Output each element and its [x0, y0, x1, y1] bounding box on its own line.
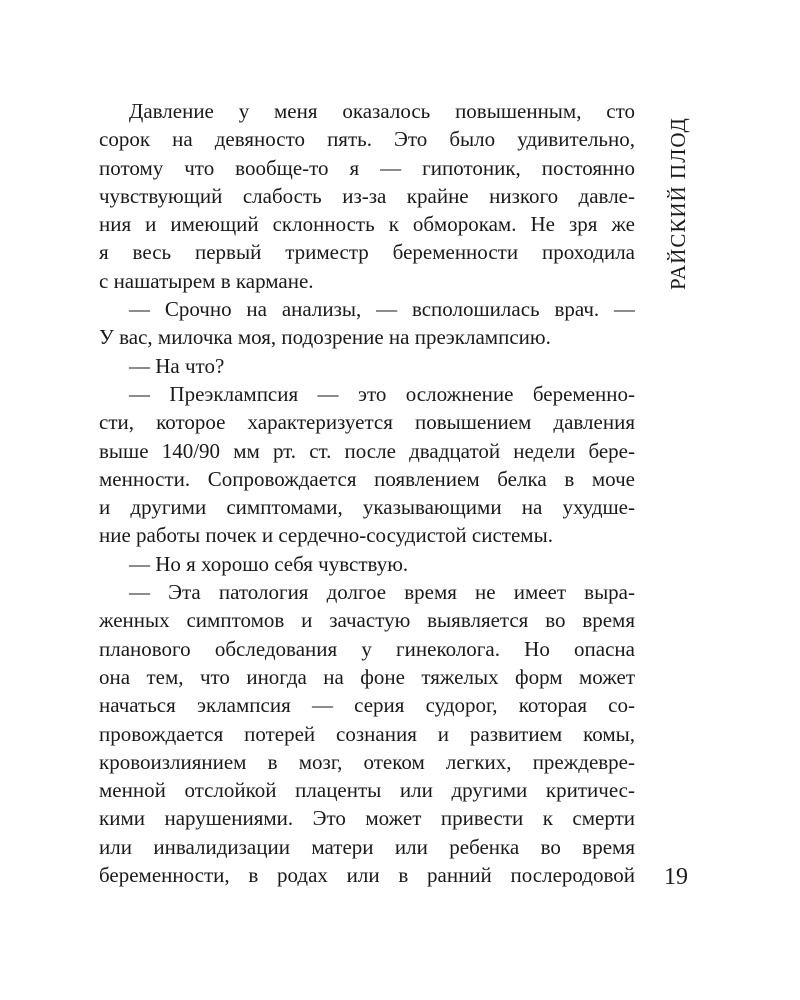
text-line: потому что вообще-то я — гипотоник, постоянно: [99, 155, 635, 180]
running-head: РАЙСКИЙ ПЛОД: [666, 117, 690, 290]
text-line: начаться эклампсия — серия судорог, которая со-: [99, 693, 635, 718]
text-line: Давление у меня оказалось повышенным, сто: [129, 99, 635, 123]
text-line: беременности, в родах или в ранний послеродовой: [99, 863, 635, 888]
text-line: кими нарушениями. Это может привести к смерти: [99, 806, 635, 831]
text-line: выше 140/90 мм рт. ст. после двадцатой недели бере-: [99, 438, 635, 463]
text-line: — Преэклампсия — это осложнение беременно-: [129, 381, 635, 406]
text-line: планового обследования у гинеколога. Но опасна: [99, 636, 635, 661]
text-line: — На что?: [129, 353, 225, 378]
text-line: и другими симптомами, указывающими на ухудше-: [99, 495, 635, 520]
text-line: менной отслойкой плаценты или другими критичес-: [99, 778, 635, 803]
text-line: сти, которое характеризуется повышением давления: [99, 410, 635, 435]
page-number: 19: [664, 864, 688, 890]
text-line: — Но я хорошо себя чувствую.: [129, 551, 409, 576]
text-line: — Срочно на анализы, — всполошилась врач. —: [129, 297, 635, 322]
body-text: [99, 97, 635, 889]
text-line: она тем, что иногда на фоне тяжелых форм может: [99, 664, 635, 689]
text-line: я весь первый триместр беременности проходила: [99, 240, 635, 265]
text-line: или инвалидизации матери или ребенка во время: [99, 834, 635, 859]
text-line: менности. Сопровождается появлением белка в моче: [99, 466, 635, 491]
text-line: ние работы почек и сердечно-сосудистой системы.: [99, 523, 553, 548]
text-line: женных симптомов и зачастую выявляется во время: [99, 608, 635, 633]
text-line: провождается потерей сознания и развитием комы,: [99, 721, 635, 746]
text-line: У вас, милочка моя, подозрение на преэклампсию.: [99, 325, 551, 350]
text-line: — Эта патология долгое время не имеет выра-: [129, 580, 635, 605]
text-line: ния и имеющий склонность к обморокам. Не зря же: [99, 212, 635, 237]
text-line: чувствующий слабость из-за крайне низкого давле-: [99, 183, 635, 208]
text-line: кровоизлиянием в мозг, отеком легких, преждевре-: [99, 749, 635, 774]
text-line: с нашатырем в кармане.: [99, 268, 314, 293]
text-line: сорок на девяносто пять. Это было удивительно,: [99, 127, 635, 152]
